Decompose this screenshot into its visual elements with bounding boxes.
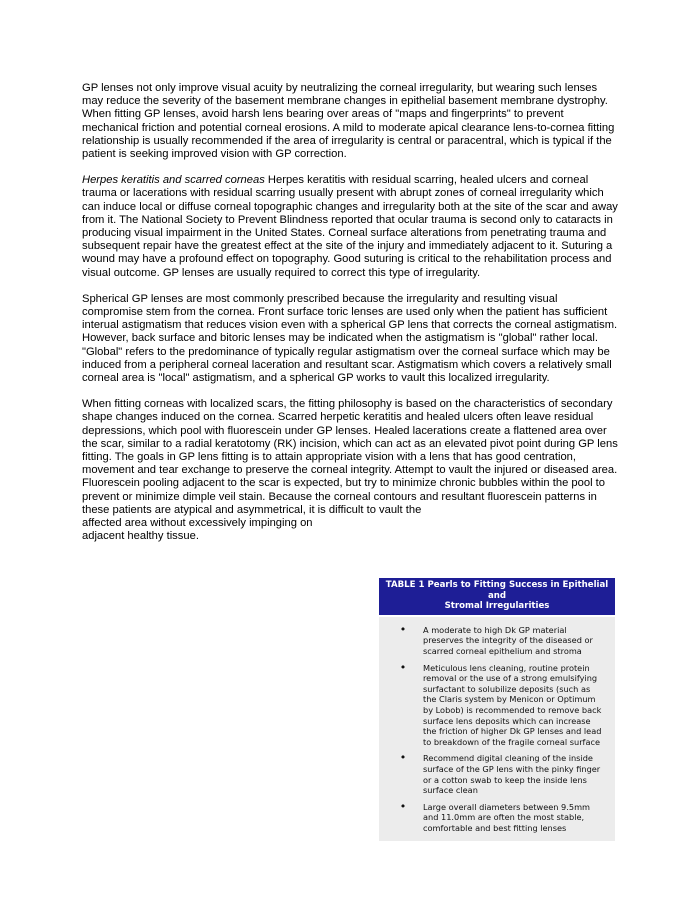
paragraph-spherical-gp: Spherical GP lenses are most commonly prescribed because the irregularity and resulting visual compromise stem from the cornea. Front surface toric lenses are used only when the patient has sufficient interual astigmatism that reduces vision even with a spherical GP lens that corrects the corneal astigmatism. However, back surface and bitoric lenses may be indicated when the astigmatism is "global" rather local. "Global" refers to the predominance of typically regular astigmatism over the corneal surface which may be induced from a peripheral corneal laceration and resultant scar. Astigmatism which covers a relatively small corneal area is "local" astigmatism, and a spherical GP works to vault this localized irregularity. (82, 292, 618, 385)
pearl-text: Large overall diameters between 9.5mm and 11.0mm are often the most stable, comfortable and best fitting lenses (423, 801, 591, 833)
paragraph-localized-scars: When fitting corneas with localized scars, the fitting philosophy is based on the characteristics of secondary shape changes induced on the cornea. Scarred herpetic keratitis and healed ulcers often leave residual depressions, which pool with fluorescein under GP lenses. Healed lacerations create a flattened area over the scar, similar to a radial keratotomy (RK) incision, which can act as an elevated pivot point during GP lens fitting. The goals in GP lens fitting is to attain appropriate vision with a lens that has good centration, movement and tear exchange to preserve the corneal integrity. Attempt to vault the injured or diseased area. Fluorescein pooling adjacent to the scar is expected, but try to minimize chronic bubbles within the pool to prevent or minimize dimple veil stain. Because the corneal contours and resultant fluorescein patterns in these patients are atypical and asymmetrical, it is difficult to vault the (82, 398, 618, 516)
table-title-line1: TABLE 1 Pearls to Fitting Success in Epithelial (385, 580, 609, 590)
list-item (383, 753, 605, 795)
pearl-text: A moderate to high Dk GP material preserves the integrity of the diseased or scarred corneal epithelium and stroma (423, 624, 593, 656)
list-item (383, 622, 605, 657)
bullet-icon: • (399, 799, 407, 813)
paragraph-localized-scars-line2: affected area without excessively impinging on (82, 517, 313, 530)
paragraph-herpes-keratitis (82, 174, 618, 280)
pearl-text: Meticulous lens cleaning, routine protein removal or the use of a strong emulsifying surfactant to solubilize deposits (such as the Claris system by Menicon or Optimum by Lobob) is recommended to remove back surface lens deposits which can increase the friction of higher Dk GP lenses and lead to breakdown of the fragile corneal surface (423, 662, 602, 747)
table-title-line3: Stromal Irregularities (444, 601, 550, 612)
pearls-table (379, 578, 615, 841)
paragraph-epithelial-gp: GP lenses not only improve visual acuity by neutralizing the corneal irregularity, but wearing such lenses may reduce the severity of the basement membrane changes in epithelial basement membrane dystrophy. When fitting GP lenses, avoid harsh lens bearing over areas of "maps and fingerprints" to prevent mechanical friction and potential corneal erosions. A mild to moderate apical clearance lens-to-cornea fitting relationship is usually recommended if the area of irregularity is central or paracentral, which is typical if the patient is seeking improved vision with GP correction. (82, 82, 615, 161)
bullet-icon: • (399, 622, 407, 636)
table-title-line2: and (487, 590, 507, 601)
bullet-icon: • (399, 751, 407, 765)
paragraph-herpes-text: Herpes keratitis with residual scarring, healed ulcers and corneal trauma or lacerations with residual scarring usually present with abrupt zones of corneal irregularity which can induce local or diffuse corneal topographic changes and irregularity both at the site of the scar and away from it. The National Society to Prevent Blindness reported that ocular trauma is second only to cataracts in producing visual impairment in the United States. Corneal surface alterations from penetrating trauma and subsequent repair have the greatest effect at the site of the injury and immediately adjacent to it. Suturing a wound may have a profound effect on topography. Good suturing is critical to the rehabilitation process and visual outcome. GP lenses are usually required to correct this type of irregularity. (82, 174, 618, 279)
list-item (383, 660, 605, 748)
pearl-text: Recommend digital cleaning of the inside surface of the GP lens with the pinky finger or a cotton swab to keep the inside lens surface clean (423, 753, 601, 796)
bullet-icon: • (399, 660, 407, 674)
list-item (383, 799, 605, 834)
section-heading-herpes: Herpes keratitis and scarred corneas (82, 174, 265, 187)
document-body (82, 82, 618, 544)
pearls-list (379, 617, 615, 842)
pearls-table-title (379, 578, 615, 617)
paragraph-localized-scars-line3: adjacent healthy tissue. (82, 530, 199, 543)
